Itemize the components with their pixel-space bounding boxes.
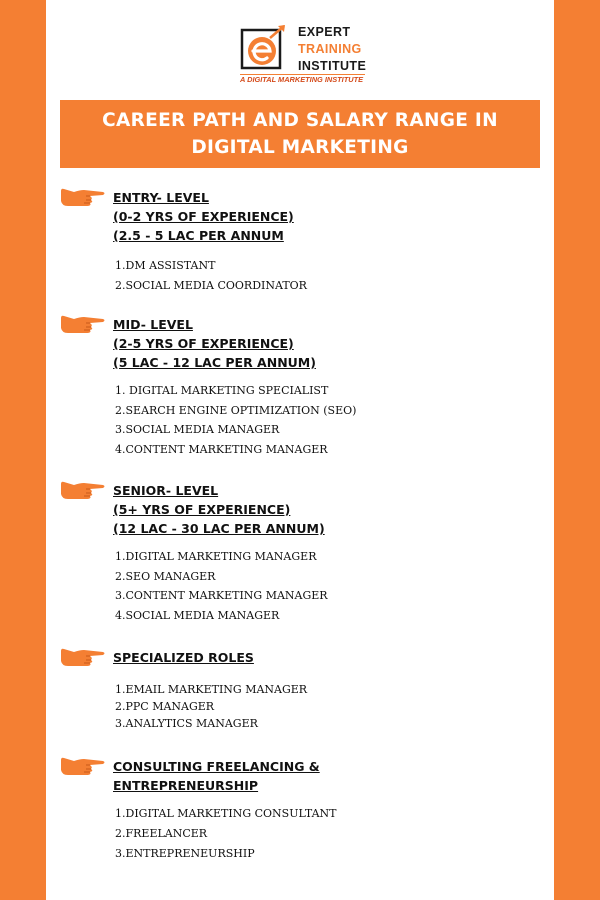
brand-tagline: A DIGITAL MARKETING INSTITUTE <box>240 75 364 84</box>
pointing-hand-icon <box>60 646 106 668</box>
list-item: 3.CONTENT MARKETING MANAGER <box>115 589 328 602</box>
heading-line: MID- LEVEL <box>113 317 193 332</box>
brand-line1: EXPERT <box>298 25 351 39</box>
role-list <box>115 547 328 625</box>
heading-line: (5+ YRS OF EXPERIENCE) <box>113 502 291 517</box>
logo-e-icon <box>240 24 290 74</box>
brand-logo <box>240 14 365 84</box>
list-item: 2.SEO MANAGER <box>115 569 216 583</box>
list-item: 3.ENTREPRENEURSHIP <box>115 847 255 860</box>
heading-line: (0-2 YRS OF EXPERIENCE) <box>113 209 294 224</box>
banner-line2: DIGITAL MARKETING <box>191 137 409 158</box>
heading-line: (12 LAC - 30 LAC PER ANNUM) <box>113 521 325 536</box>
heading-line: SPECIALIZED ROLES <box>113 650 254 665</box>
role-list <box>115 681 307 732</box>
list-item: 1.DM ASSISTANT <box>115 259 216 272</box>
list-item: 4.CONTENT MARKETING MANAGER <box>115 442 328 456</box>
pointing-hand-icon <box>60 479 106 501</box>
list-item: 1.EMAIL MARKETING MANAGER <box>115 683 308 696</box>
pointing-hand-icon <box>60 186 106 208</box>
list-item: 3.ANALYTICS MANAGER <box>115 717 258 730</box>
role-list <box>115 381 356 459</box>
heading-line: ENTREPRENEURSHIP <box>113 778 259 793</box>
heading-line: CONSULTING FREELANCING & <box>113 759 320 774</box>
heading-line: (2.5 - 5 LAC PER ANNUM <box>113 228 284 243</box>
list-item: 2.FREELANCER <box>115 827 208 840</box>
pointing-hand-icon <box>60 313 106 335</box>
list-item: 2.PPC MANAGER <box>115 700 215 713</box>
list-item: 4.SOCIAL MEDIA MANAGER <box>115 608 280 622</box>
list-item: 3.SOCIAL MEDIA MANAGER <box>115 423 280 436</box>
heading-line: (5 LAC - 12 LAC PER ANNUM) <box>113 355 316 370</box>
banner-line1: CAREER PATH AND SALARY RANGE IN <box>102 110 498 131</box>
list-item: 2.SOCIAL MEDIA COORDINATOR <box>115 279 307 292</box>
brand-line2: TRAINING <box>298 42 362 56</box>
list-item: 2.SEARCH ENGINE OPTIMIZATION (SEO) <box>115 403 357 417</box>
role-list <box>115 804 337 864</box>
list-item: 1.DIGITAL MARKETING CONSULTANT <box>115 807 337 820</box>
brand-line3: INSTITUTE <box>298 59 367 73</box>
list-item: 1.DIGITAL MARKETING MANAGER <box>115 550 317 563</box>
list-item: 1. DIGITAL MARKETING SPECIALIST <box>115 384 329 397</box>
pointing-hand-icon <box>60 755 106 777</box>
heading-line: SENIOR- LEVEL <box>113 483 219 498</box>
heading-line: ENTRY- LEVEL <box>113 190 209 205</box>
role-list <box>115 256 307 296</box>
heading-line: (2-5 YRS OF EXPERIENCE) <box>113 336 294 351</box>
title-banner <box>60 100 540 168</box>
